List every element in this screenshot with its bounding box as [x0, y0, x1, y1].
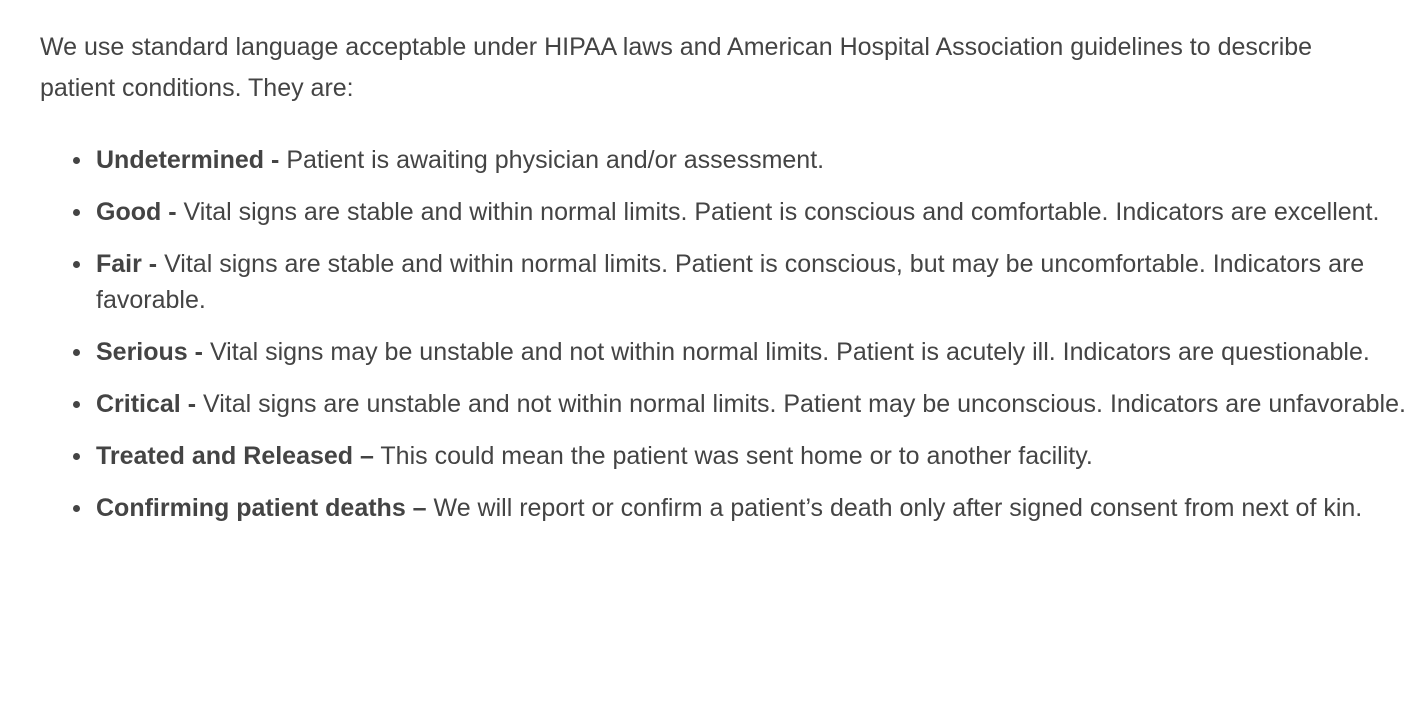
intro-paragraph: We use standard language acceptable under HIPAA laws and American Hospital Association guidelines to describe patient conditions. They are:	[40, 33, 1313, 102]
condition-item-good	[40, 194, 1406, 230]
condition-term: Good -	[96, 198, 177, 226]
bullet-icon	[73, 157, 80, 164]
condition-term: Confirming patient deaths –	[96, 494, 427, 522]
condition-term: Treated and Released –	[96, 442, 374, 470]
condition-item-serious	[40, 334, 1406, 370]
condition-description: Vital signs may be unstable and not within normal limits. Patient is acutely ill. Indicators are questionable.	[209, 338, 1370, 366]
condition-description: Vital signs are unstable and not within normal limits. Patient may be unconscious. Indicators are unfavorable.	[202, 390, 1406, 418]
condition-description: Vital signs are stable and within normal limits. Patient is conscious and comfortable. Indicators are excellent.	[183, 198, 1380, 226]
patient-condition-list	[40, 142, 1405, 526]
bullet-icon	[73, 349, 80, 356]
condition-item-confirming-patient-deaths	[40, 490, 1406, 526]
condition-item-treated-and-released	[40, 438, 1406, 474]
bullet-icon	[73, 209, 80, 216]
bullet-icon	[73, 453, 80, 460]
condition-description: Vital signs are stable and within normal limits. Patient is conscious, but may be uncomfortable. Indicators are favorable.	[96, 250, 1365, 314]
bullet-icon	[73, 401, 80, 408]
condition-term: Fair -	[96, 250, 158, 278]
condition-item-fair	[40, 246, 1406, 318]
condition-description: Patient is awaiting physician and/or assessment.	[286, 146, 825, 174]
condition-item-undetermined	[40, 142, 1406, 178]
bullet-icon	[73, 505, 80, 512]
condition-description: This could mean the patient was sent home or to another facility.	[380, 442, 1093, 470]
bullet-icon	[73, 261, 80, 268]
condition-item-critical	[40, 386, 1406, 422]
condition-term: Critical -	[96, 390, 197, 418]
condition-term: Undetermined -	[96, 146, 280, 174]
condition-description: We will report or confirm a patient’s death only after signed consent from next of kin.	[433, 494, 1363, 522]
condition-term: Serious -	[96, 338, 203, 366]
